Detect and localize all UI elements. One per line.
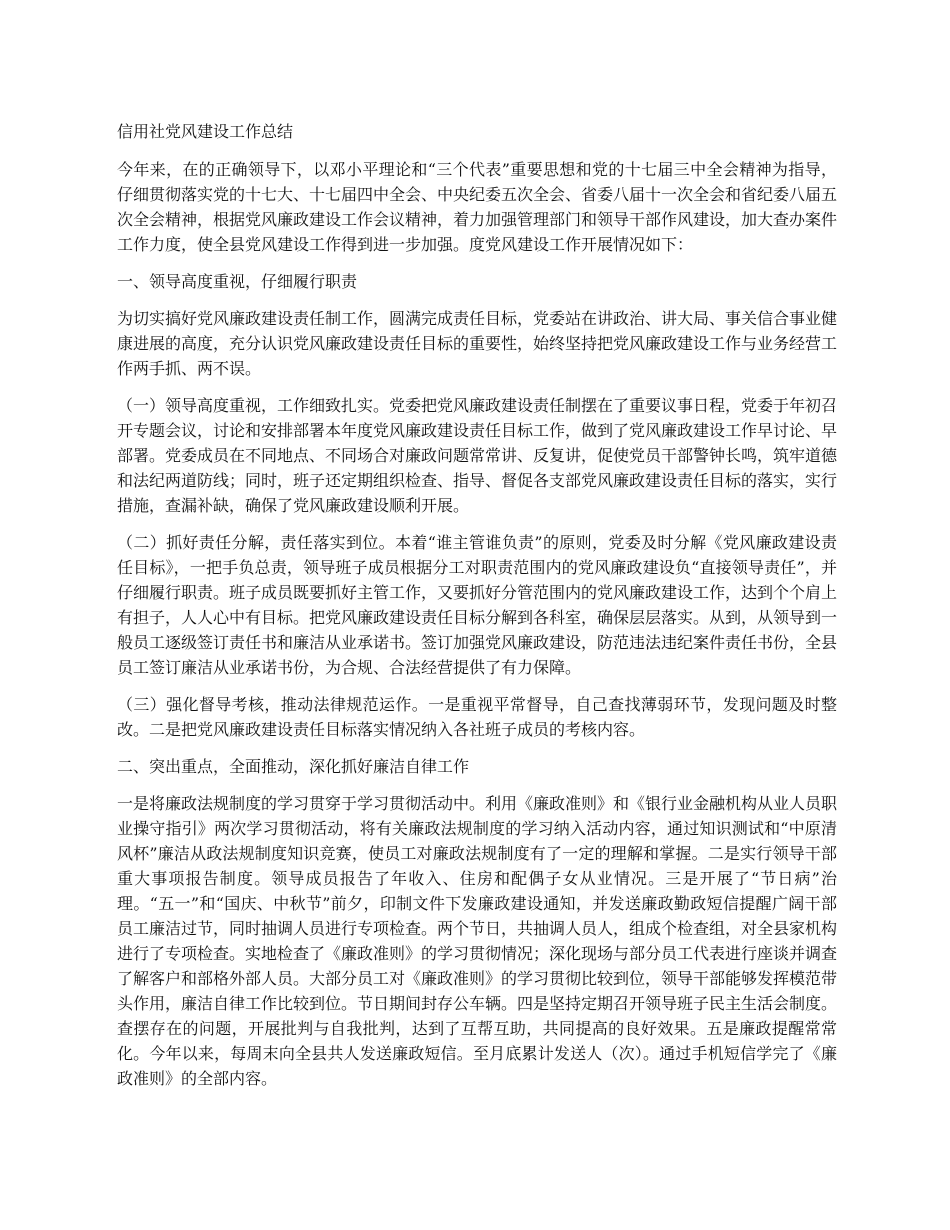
section-1-subsection-2: （二）抓好责任分解，责任落实到位。本着“谁主管谁负责”的原则，党委及时分解《党风廉政建设责任目标》，一把手负总责，领导班子成员根据分工对职责范围内的党风廉政建设负“直接领导责任”，并仔细履行职责。班子成员既要抓好主管工作，又要抓好分管范围内的党风廉政建设工作，达到个个肩上有担子，人人心中有目标。把党风廉政建设责任目标分解到各科室，确保层层落实。从到，从领导到一般员工逐级签订责任书和廉洁从业承诺书。签订加强党风廉政建设，防范违法违纪案件责任书份，全县员工签订廉洁从业承诺书份，为合规、合法经营提供了有力保障。 — [117, 533, 838, 677]
section-1-heading: 一、领导高度重视，仔细履行职责 — [117, 272, 358, 291]
section-1-subsection-1: （一）领导高度重视，工作细致扎实。党委把党风廉政建设责任制摆在了重要议事日程，党委于年初召开专题会议，讨论和安排部署本年度党风廉政建设责任目标工作，做到了党风廉政建设工作早讨论、早部署。党委成员在不同地点、不同场合对廉政问题常常讲、反复讲，促使党员干部警钟长鸣，筑牢道德和法纪两道防线；同时，班子还定期组织检查、指导、督促各支部党风廉政建设责任目标的落实，实行措施，查漏补缺，确保了党风廉政建设顺利开展。 — [117, 396, 838, 515]
section-1-subsection-3: （三）强化督导考核，推动法律规范运作。一是重视平常督导，自己查找薄弱环节，发现问题及时整改。二是把党风廉政建设责任目标落实情况纳入各社班子成员的考核内容。 — [117, 695, 837, 739]
intro-paragraph: 今年来，在的正确领导下，以邓小平理论和“三个代表”重要思想和党的十七届三中全会精神为指导，仔细贯彻落实党的十七大、十七届四中全会、中央纪委五次全会、省委八届十一次全会和省纪委八届五次全会精神，根据党风廉政建设工作会议精神，着力加强管理部门和领导干部作风建设，加大查办案件工作力度，使全县党风建设工作得到进一步加强。度党风建设工作开展情况如下： — [117, 160, 838, 254]
section-1-paragraph: 为切实搞好党风廉政建设责任制工作，圆满完成责任目标，党委站在讲政治、讲大局、事关信合事业健康进展的高度，充分认识党风廉政建设责任目标的重要性，始终坚持把党风廉政建设工作与业务经营工作两手抓、两不误。 — [117, 309, 838, 378]
document-title: 信用社党风建设工作总结 — [117, 122, 294, 141]
section-2-heading: 二、突出重点，全面推动，深化抓好廉洁自律工作 — [117, 757, 470, 776]
section-2-paragraph: 一是将廉政法规制度的学习贯穿于学习贯彻活动中。利用《廉政准则》和《银行业金融机构从业人员职业操守指引》两次学习贯彻活动，将有关廉政法规制度的学习纳入活动内容，通过知识测试和“中原清风杯”廉洁从政法规制度知识竞赛，使员工对廉政法规制度有了一定的理解和掌握。二是实行领导干部重大事项报告制度。领导成员报告了年收入、住房和配偶子女从业情况。三是开展了“节日病”治理。“五一”和“国庆、中秋节”前夕，印制文件下发廉政建设通知，并发送廉政勤政短信提醒广阔干部员工廉洁过节，同时抽调人员进行专项检查。两个节日，共抽调人员人，组成个检查组，对全县家机构进行了专项检查。实地检查了《廉政准则》的学习贯彻情况；深化现场与部分员工代表进行座谈并调查了解客户和部格外部人员。大部分员工对《廉政准则》的学习贯彻比较到位，领导干部能够发挥模范带头作用，廉洁自律工作比较到位。节日期间封存公车辆。四是坚持定期召开领导班子民主生活会制度。查摆存在的问题，开展批判与自我批判，达到了互帮互助，共同提高的良好效果。五是廉政提醒常常化。今年以来，每周末向全县共人发送廉政短信。至月底累计发送人（次）。通过手机短信学完了《廉政准则》的全部内容。 — [117, 794, 838, 1088]
document-page — [117, 119, 837, 1103]
